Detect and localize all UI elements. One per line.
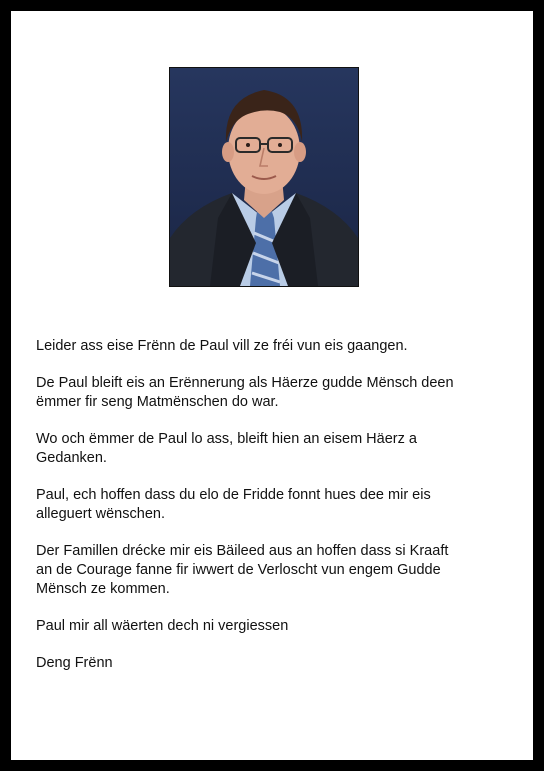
condolence-page bbox=[11, 11, 533, 760]
paragraph-6: Paul mir all wäerten dech ni vergiessen bbox=[36, 618, 289, 634]
paragraph-4: Paul, ech hoffen dass du elo de Fridde fonnt hues dee mir eis alleguert wënschen. bbox=[36, 487, 431, 522]
paragraph-2: De Paul bleift eis an Erënnerung als Häerze gudde Mënsch deen ëmmer fir seng Matmënschen do war. bbox=[36, 375, 454, 410]
paragraph-3: Wo och ëmmer de Paul lo ass, bleift hien an eisem Häerz a Gedanken. bbox=[36, 431, 417, 466]
paragraph-5: Der Famillen drécke mir eis Bäileed aus an hoffen dass si Kraaft an de Courage fanne fir iwwert de Verloscht vun engem Gudde Mënsch ze kommen. bbox=[36, 543, 449, 597]
portrait-photo bbox=[169, 67, 359, 287]
signature-line: Deng Frënn bbox=[36, 655, 113, 671]
portrait-illustration bbox=[170, 68, 358, 286]
paragraph-1: Leider ass eise Frënn de Paul vill ze fréi vun eis gaangen. bbox=[36, 338, 408, 354]
condolence-text bbox=[36, 337, 521, 691]
